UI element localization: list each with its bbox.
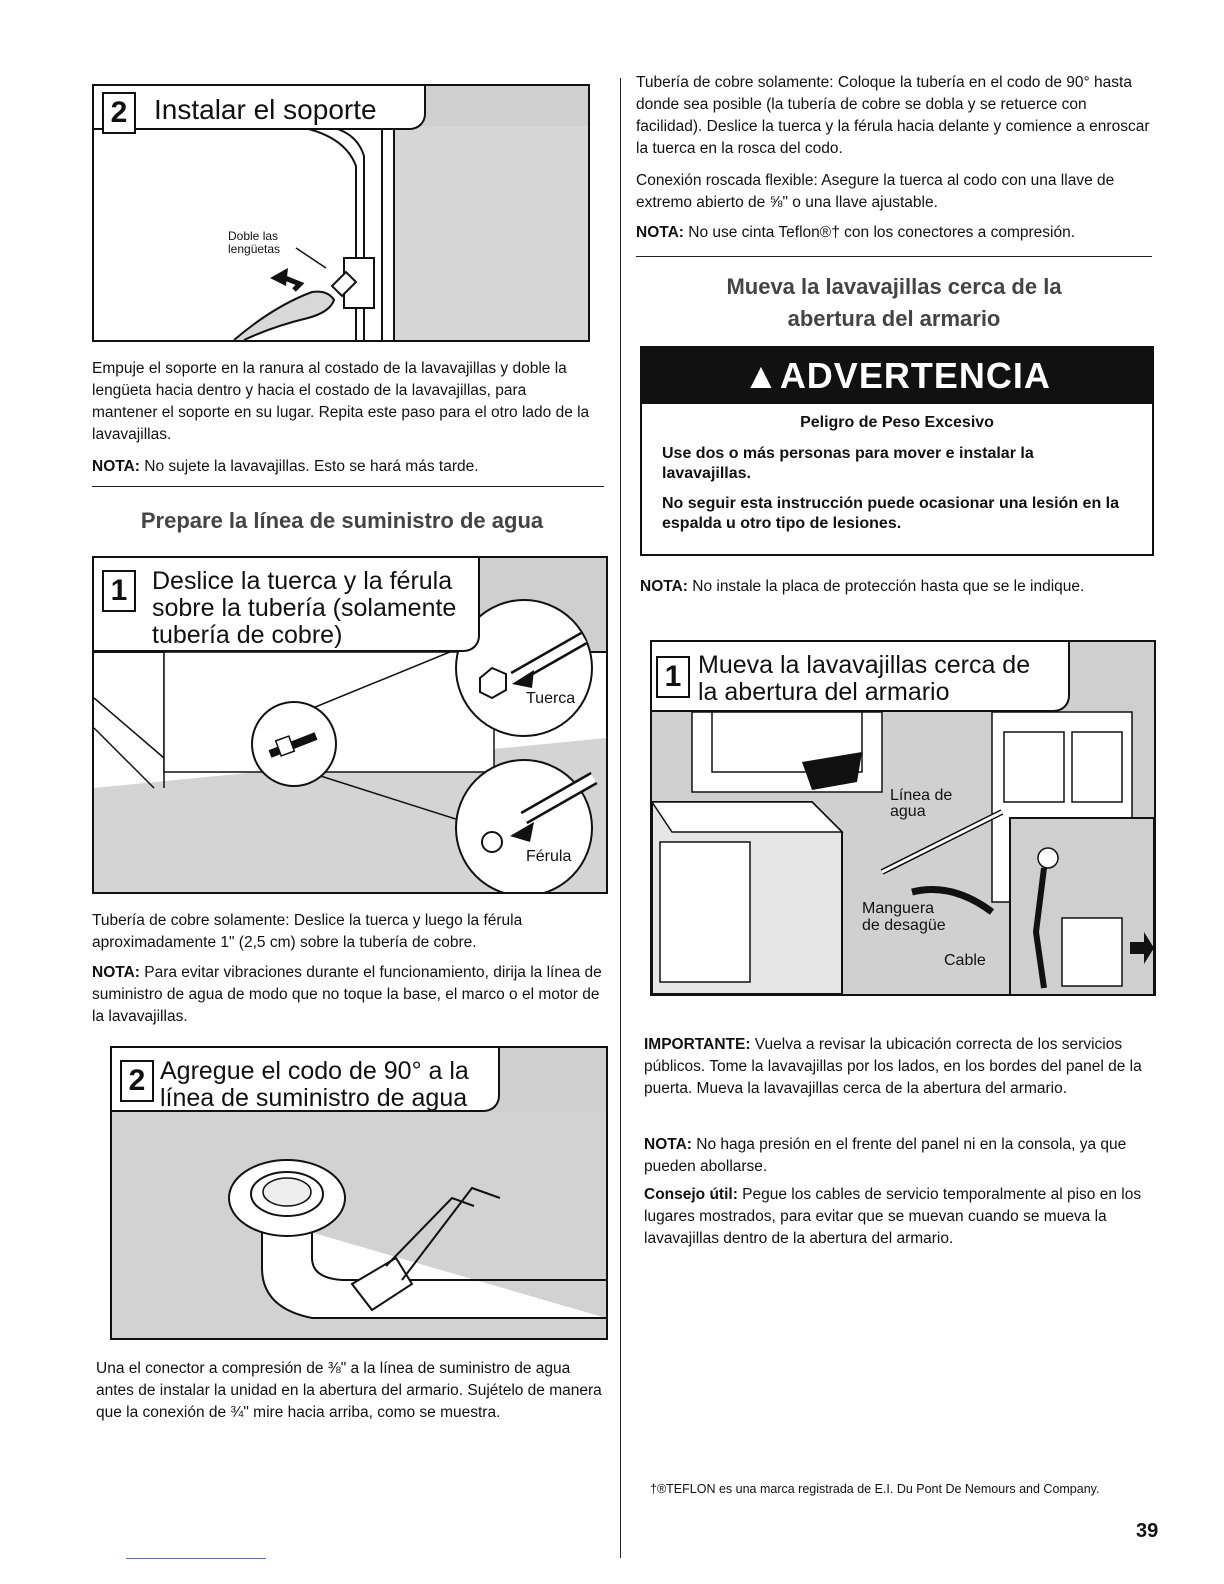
panel-note [644, 1134, 1156, 1178]
copper-label: Tubería de cobre solamente: [636, 74, 834, 91]
step2-elbow-body: Una el conector a compresión de ⅜" a la línea de suministro de agua antes de instalar la unidad en la abertura del armario. Sujételo de manera que la conexión de ¾" mire hacia arriba, como se muestra. [96, 1360, 602, 1421]
step-title-line3: tubería de cobre) [152, 621, 343, 649]
step-title-line1: Agregue el codo de 90° a la [160, 1057, 469, 1085]
step-number: 1 [656, 656, 690, 698]
note-label: NOTA: [636, 224, 684, 241]
note-text: No instale la placa de protección hasta que se le indique. [692, 578, 1085, 595]
callout-doble-lenguetas: Doble las lengüetas [228, 229, 281, 256]
note-label: NOTA: [644, 1136, 692, 1153]
label-water-line: Línea de agua [890, 787, 953, 820]
step2-install-note [92, 456, 592, 478]
step2-install-body: Empuje el soporte en la ranura al costado de la lavavajillas y doble la lengüeta hacia dentro y hacia el costado de la lavavajillas, para mantener el soporte en su lugar. Repita este paso para el otro lado de la lavavajillas. [92, 360, 590, 443]
note-text: No use cinta Teflon®† con los conectores a compresión. [688, 224, 1076, 241]
section-title-move-line1: Mueva la lavavajillas cerca de la [726, 274, 1062, 299]
label-drain-hose: Manguera de desagüe [862, 900, 946, 934]
body-text: Deslice la tuerca y luego la férula aproximadamente 1" (2,5 cm) sobre la tubería de cobre. [92, 912, 523, 951]
note-label: NOTA: [92, 964, 140, 981]
step-title-line2: sobre la tubería (solamente [152, 594, 457, 622]
step-title-line2: línea de suministro de agua [160, 1084, 468, 1112]
copper-paragraph [636, 72, 1156, 160]
note-text: No sujete la lavavajillas. Esto se hará más tarde. [144, 458, 479, 475]
step1-slide-note [92, 962, 604, 1028]
divider [636, 256, 1152, 257]
step-title: Instalar el soporte [154, 94, 377, 125]
important-text: Vuelva a revisar la ubicación correcta de los servicios públicos. Tome la lavavajillas por los lados, en los bordes del panel de la puerta. Mueva la lavavajillas cerca de la abertura del armario. [644, 1036, 1142, 1097]
footer-rule [126, 1558, 266, 1559]
divider [92, 486, 604, 487]
step1-slide-box [92, 556, 608, 894]
tip-label: Consejo útil: [644, 1186, 738, 1203]
copper-text: Coloque la tubería en el codo de 90° hasta donde sea posible (la tubería de cobre se dobla y se retuerce con facilidad). Deslice la tuerca y la férula hacia delante y comience a enroscar la tuerca en la rosca del codo. [636, 74, 1150, 157]
section-title-water-line: Prepare la línea de suministro de agua [140, 508, 544, 533]
note-label: NOTA: [92, 458, 140, 475]
section-title-move-line2: abertura del armario [787, 306, 1001, 331]
step-number: 2 [102, 92, 136, 134]
step-number: 1 [102, 570, 136, 612]
note-text: Para evitar vibraciones durante el funcionamiento, dirija la línea de suministro de agua de modo que no toque la base, el marco o el motor de la lavavajillas. [92, 964, 602, 1025]
important-paragraph [644, 1034, 1156, 1100]
step1-move-box [650, 640, 1156, 996]
note-label: NOTA: [640, 578, 688, 595]
body-label: Tubería de cobre solamente: [92, 912, 290, 929]
important-label: IMPORTANTE: [644, 1036, 751, 1053]
note-text: No haga presión en el frente del panel ni en la consola, ya que pueden abollarse. [644, 1136, 1127, 1175]
flex-paragraph [636, 170, 1156, 214]
tip-text: Pegue los cables de servicio temporalmente al piso en los lugares mostrados, para evitar que se muevan cuando se mueva la lavavajillas dentro de la abertura del armario. [644, 1186, 1142, 1247]
warning-header [642, 348, 1152, 404]
plate-note [640, 576, 1140, 598]
tip-paragraph [644, 1184, 1156, 1250]
step-number: 2 [120, 1060, 154, 1102]
warning-box [640, 346, 1154, 556]
warning-header-text: ADVERTENCIA [779, 355, 1051, 396]
teflon-footnote: †®TEFLON es una marca registrada de E.I. Du Pont De Nemours and Company. [650, 1482, 1100, 1496]
label-tuerca: Tuerca [526, 690, 576, 707]
warning-subtitle: Peligro de Peso Excesivo [800, 414, 994, 431]
step-title-line1: Deslice la tuerca y la férula [152, 567, 453, 595]
warning-triangle-icon: ▲ [743, 355, 780, 396]
flex-text: Asegure la tuerca al codo con una llave de extremo abierto de ⅝" o una llave ajustable. [636, 172, 1115, 211]
column-divider [620, 78, 621, 1558]
step2-install-box [92, 84, 590, 342]
step-title-line2: la abertura del armario [698, 678, 950, 706]
step-title-line1: Mueva la lavavajillas cerca de [698, 651, 1031, 679]
page-number: 39 [1136, 1520, 1159, 1542]
label-cable: Cable [944, 952, 986, 969]
warning-line1: Use dos o más personas para mover e instalar la lavavajillas. [662, 445, 1034, 482]
step2-elbow-box [110, 1046, 608, 1340]
step1-slide-body [92, 910, 604, 954]
warning-line2: No seguir esta instrucción puede ocasionar una lesión en la espalda u otro tipo de lesiones. [662, 495, 1120, 532]
label-ferula: Férula [526, 848, 572, 865]
flex-label: Conexión roscada flexible: [636, 172, 818, 189]
teflon-note [636, 222, 1156, 244]
